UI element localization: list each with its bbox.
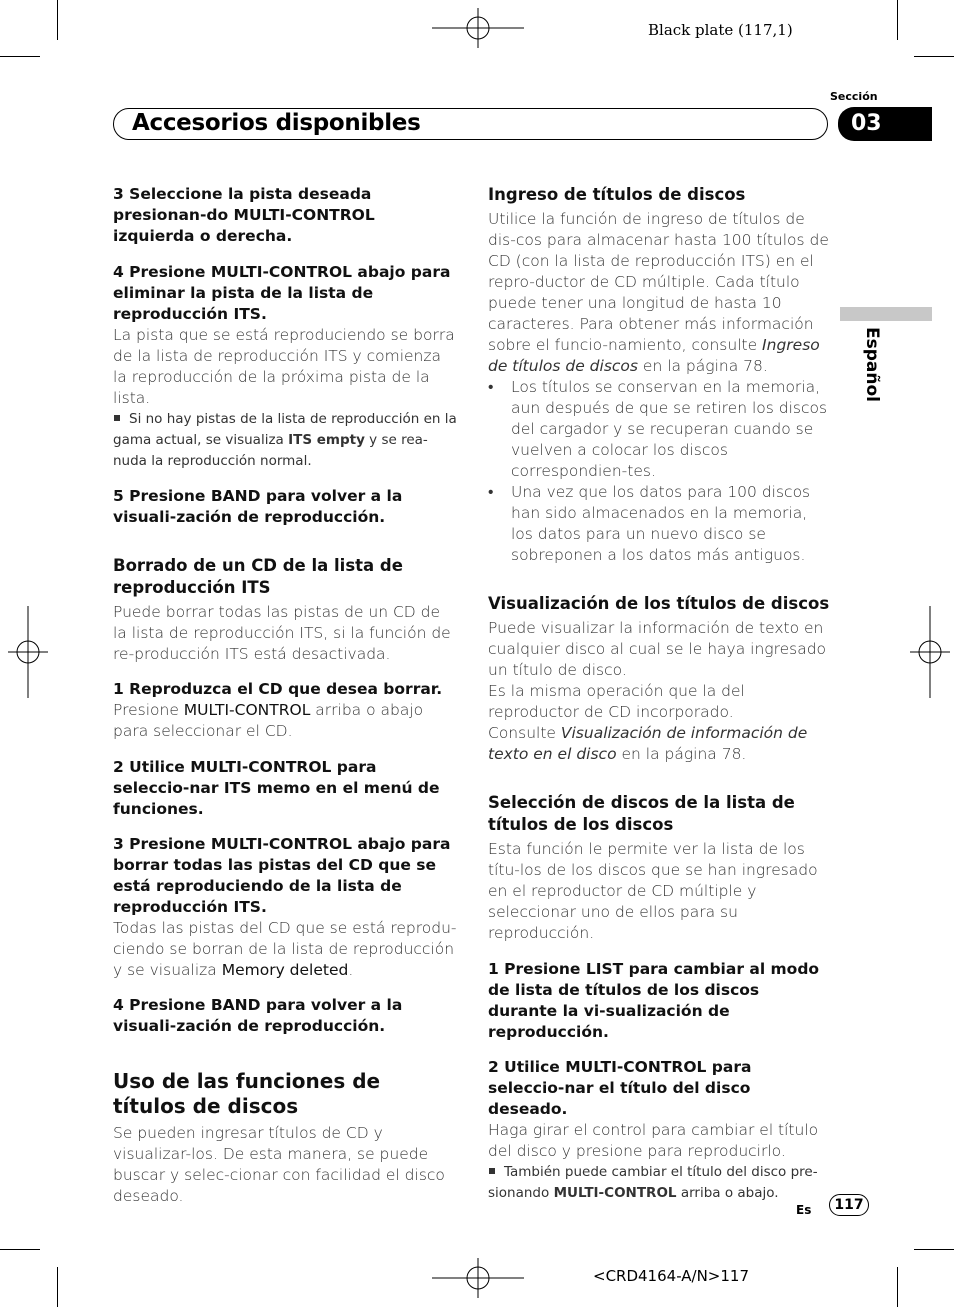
- square-bullet-icon: [489, 1168, 495, 1174]
- step-title: 4 Presione BAND para volver a la visuali-zación de reproducción.: [113, 996, 403, 1035]
- step-title: 4 Presione MULTI-CONTROL abajo para eliminar la pista de la lista de reproducción ITS.: [113, 263, 451, 323]
- crop-mark: [897, 1267, 898, 1307]
- square-bullet-icon: [114, 415, 120, 421]
- section-heading: Uso de las funciones de títulos de discos: [113, 1069, 381, 1118]
- language-tab: Español: [862, 327, 882, 402]
- plate-label: Black plate (117,1): [648, 21, 793, 39]
- subheading: Borrado de un CD de la lista de reproducción ITS: [113, 556, 403, 597]
- paragraph: Puede visualizar la información de texto en cualquier disco al cual se le haya ingresado un título de disco.: [488, 619, 827, 679]
- registration-mark-icon: [432, 1258, 524, 1298]
- paragraph: Esta función le permite ver la lista de los títu-los de los discos que se han ingresado en el reproductor de CD múltiple y seleccionar uno de ellos para su reproducción.: [488, 840, 818, 942]
- step-title: 2 Utilice MULTI-CONTROL para seleccio-nar el título del disco deseado.: [488, 1058, 752, 1118]
- paragraph: Es la misma operación que la del reproductor de CD incorporado.: [488, 682, 745, 721]
- paragraph: La pista que se está reproduciendo se borra de la lista de reproducción ITS y comienza la reproducción de la próxima pista de la lista.: [113, 326, 455, 407]
- language-tab-bar: [840, 307, 932, 321]
- crop-mark: [0, 1249, 40, 1250]
- step-title: 1 Reproduzca el CD que desea borrar.: [113, 680, 443, 698]
- document-code: <CRD4164-A/N>117: [593, 1267, 750, 1285]
- bullet-item: • Los títulos se conservan en la memoria, aun después de que se retiren los discos del cargador y se recuperan cuando se vuelven a colocar los discos correspondien-tes.: [488, 377, 833, 482]
- paragraph: Todas las pistas del CD que se está reprodu-ciendo se borran de la lista de reproducción y se visualiza Memory deleted.: [113, 919, 457, 979]
- subheading: Ingreso de títulos de discos: [488, 185, 746, 204]
- paragraph: Haga girar el control para cambiar el título del disco y presione para reproducirlo.: [488, 1121, 819, 1160]
- paragraph: Utilice la función de ingreso de títulos de dis-cos para almacenar hasta 100 títulos de CD (con la lista de reproducción ITS) en el repro-ductor de CD múltiple. Cada título puede tener una longitud de hasta 10 caracteres. Para obtener más información sobre el funcio-namiento, consulte Ingreso de títulos de discos en la página 78.: [488, 210, 829, 375]
- registration-mark-icon: [432, 8, 524, 48]
- section-number: 03: [838, 107, 932, 141]
- step-title: 5 Presione BAND para volver a la visuali-zación de reproducción.: [113, 487, 403, 526]
- step-title: 3 Presione MULTI-CONTROL abajo para borrar todas las pistas del CD que se está reproduciendo de la lista de reproducción ITS.: [113, 835, 451, 916]
- paragraph: Presione MULTI-CONTROL arriba o abajo para seleccionar el CD.: [113, 701, 424, 740]
- crop-mark: [897, 0, 898, 40]
- subheading: Visualización de los títulos de discos: [488, 594, 830, 613]
- crop-mark: [914, 1249, 954, 1250]
- section-label: Sección: [830, 90, 878, 103]
- left-column: [113, 184, 458, 1207]
- note: También puede cambiar el título del disco pre-sionando MULTI-CONTROL arriba o abajo.: [488, 1164, 818, 1201]
- crop-mark: [914, 56, 954, 57]
- page-title: Accesorios disponibles: [132, 110, 421, 136]
- registration-mark-icon: [8, 606, 48, 698]
- registration-mark-icon: [910, 606, 950, 698]
- paragraph: Puede borrar todas las pistas de un CD de la lista de reproducción ITS, si la función de re-producción ITS está desactivada.: [113, 603, 451, 663]
- paragraph: Se pueden ingresar títulos de CD y visualizar-los. De esta manera, se puede buscar y selec-cionar con facilidad el disco deseado.: [113, 1124, 445, 1205]
- subheading: Selección de discos de la lista de títulos de los discos: [488, 793, 795, 834]
- crop-mark: [57, 0, 58, 40]
- note: Si no hay pistas de la lista de reproducción en la gama actual, se visualiza ITS empty y se rea-nuda la reproducción normal.: [113, 411, 457, 469]
- right-column: [488, 184, 833, 1204]
- step-title: 3 Seleccione la pista deseada presionan-do MULTI-CONTROL izquierda o derecha.: [113, 185, 375, 245]
- footer-language: Es: [796, 1203, 812, 1217]
- step-title: 1 Presione LIST para cambiar al modo de lista de títulos de los discos durante la vi-sualización de reproducción.: [488, 960, 820, 1041]
- step-title: 2 Utilice MULTI-CONTROL para seleccio-nar ITS memo en el menú de funciones.: [113, 758, 440, 818]
- bullet-item: • Una vez que los datos para 100 discos han sido almacenados en la memoria, los datos para un nuevo disco se sobreponen a los datos más antiguos.: [488, 482, 833, 566]
- paragraph: Consulte Visualización de información de texto en el disco en la página 78.: [488, 724, 808, 763]
- page-number: 117: [829, 1194, 869, 1216]
- crop-mark: [0, 56, 40, 57]
- crop-mark: [57, 1267, 58, 1307]
